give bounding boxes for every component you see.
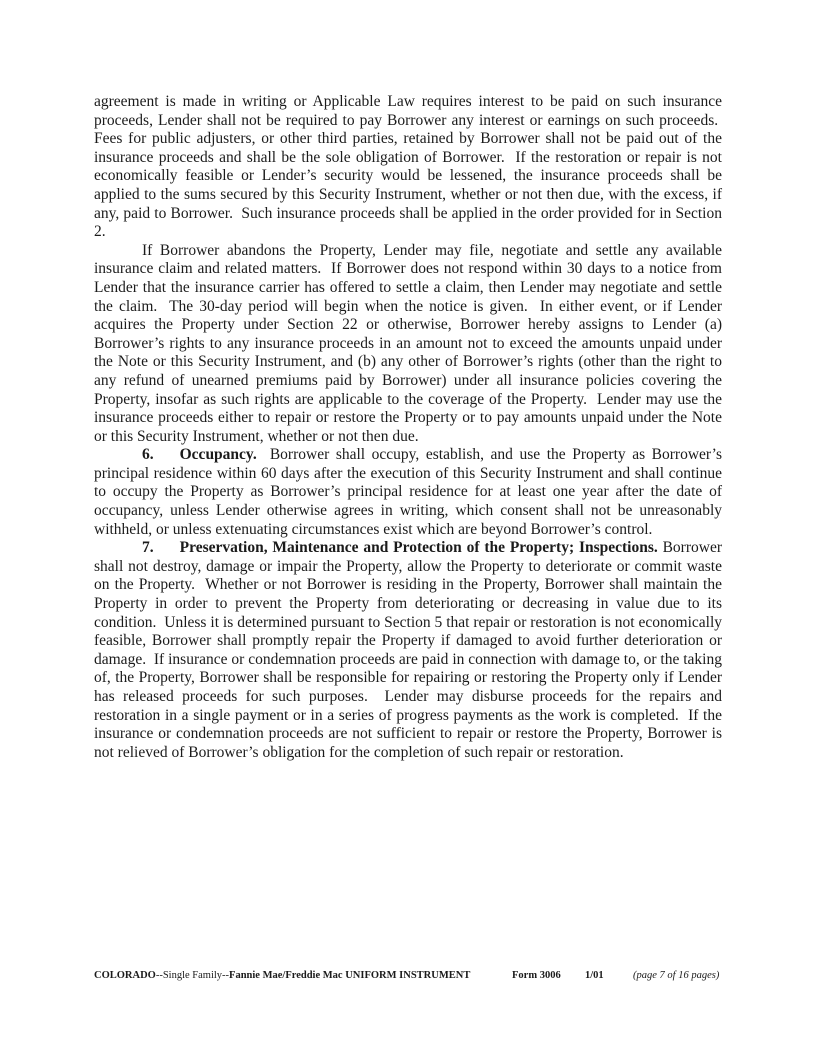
bold-text-run: 7. [142,539,154,557]
bold-text-run: 6. [142,446,154,464]
paragraph-insurance-proceeds-continuation [94,93,722,242]
bold-text-run: Occupancy. [179,446,257,464]
footer-page-indicator: (page 7 of 16 pages) [633,970,720,981]
paragraph-section-7-preservation-maintenance [94,539,722,762]
footer-form-number: Form 3006 [512,970,561,981]
bold-text-run: Fannie Mae/Freddie Mac UNIFORM INSTRUMENT [229,970,471,981]
bold-text-run: COLORADO [94,970,156,981]
text-run: Borrower shall not destroy, damage or impair the Property, allow the Property to deteriorate or commit waste on the Property. Whether or not Borrower is residing in the Property, Borrower shall maintain the Property in order to prevent the Property from deteriorating or decreasing in value due to its condition. Unless it is determined pursuant to Section 5 that repair or restoration is not economically feasible, Borrower shall promptly repair the Property if damaged to avoid further deterioration or damage. If insurance or condemnation proceeds are paid in connection with damage to, or the taking of, the Property, Borrower shall be responsible for repairing or restoring the Property only if Lender has released proceeds for such purposes. Lender may disburse proceeds for the repairs and restoration in a single payment or in a series of progress payments as the work is completed. If the insurance or condemnation proceeds are not sufficient to repair or restore the Property, Borrower is not relieved of Borrower’s obligation for the completion of such repair or restoration. [94,539,722,761]
page-footer [94,969,722,985]
paragraph-insurance-claim-settlement [94,242,722,447]
document-body [94,93,722,762]
paragraph-section-6-occupancy [94,446,722,539]
footer-document-title [94,969,470,983]
text-run: Borrower shall occupy, establish, and use the Property as Borrower’s principal residence within 60 days after the execution of this Security Instrument and shall continue to occupy the Property as Borrower’s principal residence for at least one year after the date of occupancy, unless Lender otherwise agrees in writing, which consent shall not be unreasonably withheld, or unless extenuating circumstances exist which are beyond Borrower’s control. [94,446,722,538]
text-run: --Single Family-- [155,970,230,981]
text-run: If Borrower abandons the Property, Lender may file, negotiate and settle any available insurance claim and related matters. If Borrower does not respond within 30 days to a notice from Lender that the insurance carrier has offered to settle a claim, then Lender may negotiate and settle the claim. The 30-day period will begin when the notice is given. In either event, or if Lender acquires the Property under Section 22 or otherwise, Borrower hereby assigns to Lender (a) Borrower’s rights to any insurance proceeds in an amount not to exceed the amounts unpaid under the Note or this Security Instrument, and (b) any other of Borrower’s rights (other than the right to any refund of unearned premiums paid by Borrower) under all insurance policies covering the Property, insofar as such rights are applicable to the coverage of the Property. Lender may use the insurance proceeds either to repair or restore the Property or to pay amounts unpaid under the Note or this Security Instrument, whether or not then due. [94,241,722,445]
bold-text-run: Preservation, Maintenance and Protection of the Property; Inspections. [179,539,658,557]
footer-revision-date: 1/01 [585,970,604,981]
text-run: agreement is made in writing or Applicable Law requires interest to be paid on such insurance proceeds, Lender shall not be required to pay Borrower any interest or earnings on such proceeds. Fees for public adjusters, or other third parties, retained by Borrower shall not be paid out of the insurance proceeds and shall be the sole obligation of Borrower. If the restoration or repair is not economically feasible or Lender’s security would be lessened, the insurance proceeds shall be applied to the sums secured by this Security Instrument, whether or not then due, with the excess, if any, paid to Borrower. Such insurance proceeds shall be applied in the order provided for in Section 2. [94,93,722,241]
